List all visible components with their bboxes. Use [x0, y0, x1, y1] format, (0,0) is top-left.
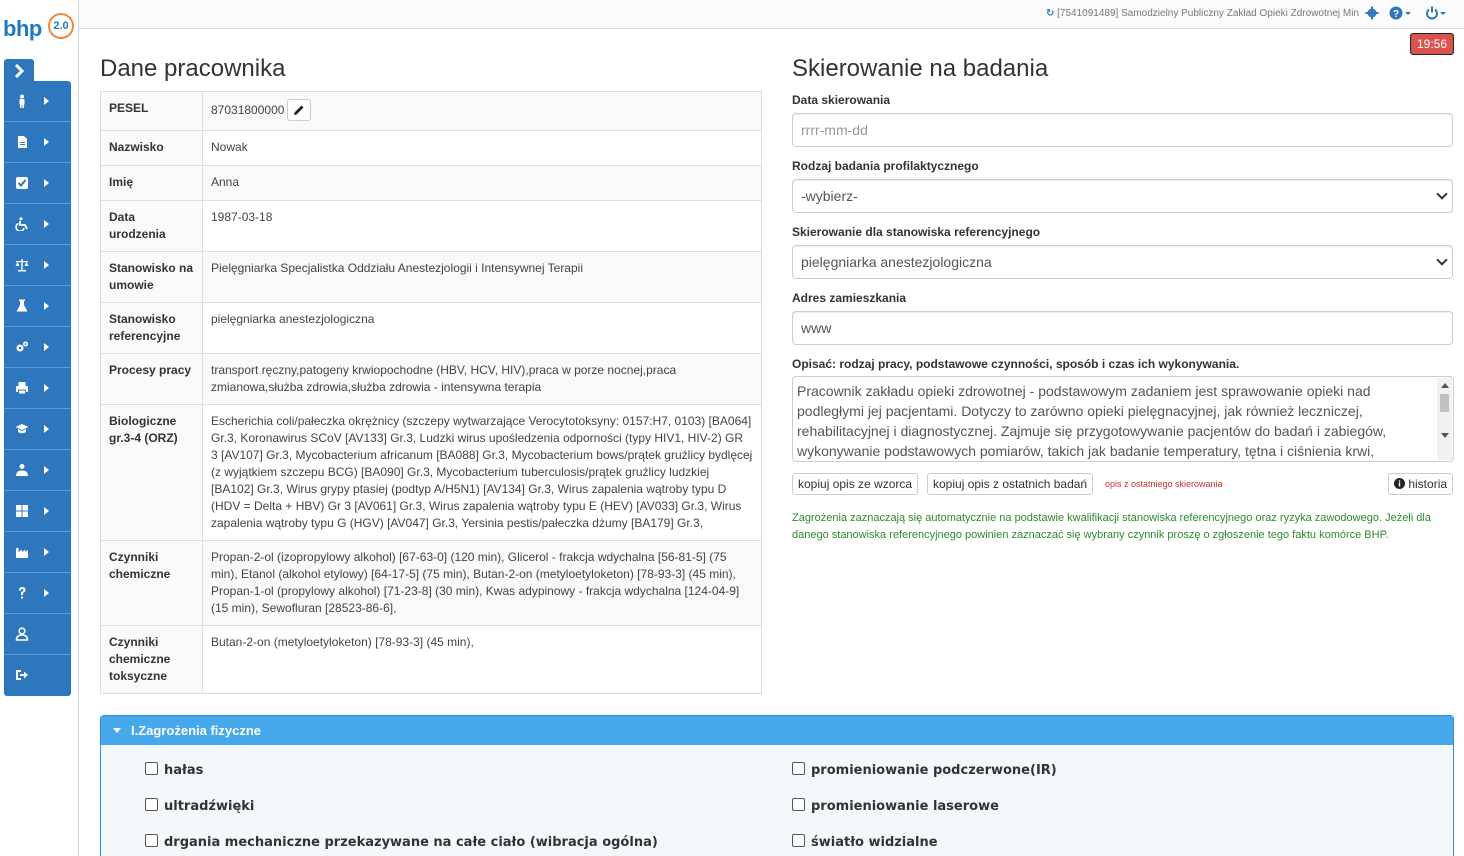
- hazard-label: promieniowanie laserowe: [811, 799, 999, 814]
- help-menu-icon[interactable]: [1389, 6, 1413, 22]
- hazard-label: promieniowanie podczerwone(IR): [811, 763, 1057, 778]
- checkbox-icon: [15, 176, 29, 190]
- exam-type-label: Rodzaj badania profilaktycznego: [792, 159, 979, 173]
- table-row: [101, 303, 762, 354]
- pesel-value: 87031800000: [211, 103, 285, 118]
- history-label: historia: [1408, 477, 1448, 491]
- referral-date-label: Data skierowania: [792, 93, 891, 107]
- row-value: Anna: [203, 166, 762, 201]
- row-label: Nazwisko: [101, 131, 203, 166]
- chevron-down-icon: [1436, 188, 1447, 199]
- refresh-icon: ↻: [1045, 8, 1055, 19]
- scroll-thumb[interactable]: [1440, 394, 1449, 412]
- submenu-arrow-icon: [44, 548, 49, 556]
- sign-out-icon: [15, 668, 29, 682]
- table-row: [101, 131, 762, 166]
- row-value: 1987-03-18: [203, 201, 762, 252]
- chevron-down-icon: [1436, 254, 1447, 265]
- document-icon: [15, 135, 29, 149]
- menu-item-tasks[interactable]: [4, 163, 71, 204]
- hazard-label: ultradźwięki: [164, 799, 255, 814]
- submenu-arrow-icon: [44, 507, 49, 515]
- row-label: Data urodzenia: [101, 201, 203, 252]
- session-timer: 19:56: [1410, 33, 1454, 55]
- row-label: Stanowisko referencyjne: [101, 303, 203, 354]
- hazard-checkbox-ultrasound[interactable]: [145, 798, 254, 814]
- flask-icon: [15, 299, 29, 313]
- submenu-arrow-icon: [44, 384, 49, 392]
- address-input[interactable]: www: [792, 311, 1453, 345]
- app-logo[interactable]: [3, 12, 75, 44]
- menu-item-employees[interactable]: [4, 81, 71, 122]
- referral-date-input[interactable]: rrrr-mm-dd: [792, 113, 1453, 147]
- submenu-arrow-icon: [44, 138, 49, 146]
- main-menu: [4, 81, 71, 696]
- table-row: [101, 405, 762, 541]
- chevron-right-icon: [12, 64, 26, 78]
- table-row: [101, 354, 762, 405]
- table-row: [101, 626, 762, 694]
- table-row: [101, 541, 762, 626]
- submenu-arrow-icon: [44, 261, 49, 269]
- table-row: [101, 252, 762, 303]
- organization-switcher[interactable]: [1046, 8, 1359, 19]
- hazard-checkbox-noise[interactable]: [145, 762, 203, 778]
- submenu-arrow-icon: [44, 97, 49, 105]
- menu-item-logout[interactable]: [4, 655, 71, 696]
- row-value: transport ręczny,patogeny krwiopochodne (HBV, HCV, HIV),praca w porze nocnej,praca zmianowa,służba zdrowia,służba zdrowia - intensywna terapia: [203, 354, 762, 405]
- physical-hazards-header[interactable]: [101, 716, 1453, 745]
- menu-item-settings[interactable]: [4, 327, 71, 368]
- submenu-arrow-icon: [44, 179, 49, 187]
- last-referral-hint[interactable]: opis z ostatniego skierowania: [1105, 479, 1223, 489]
- pencil-icon: [293, 104, 305, 116]
- row-value: Pielęgniarka Specjalistka Oddziału Anestezjologii i Intensywnej Terapii: [203, 252, 762, 303]
- exam-type-selected: -wybierz-: [801, 188, 858, 204]
- row-label: Czynniki chemiczne: [101, 541, 203, 626]
- scroll-up-icon: [1441, 383, 1449, 388]
- checkbox[interactable]: [145, 762, 158, 775]
- menu-item-law[interactable]: [4, 245, 71, 286]
- row-label: Czynniki chemiczne toksyczne: [101, 626, 203, 694]
- menu-item-print[interactable]: [4, 368, 71, 409]
- row-label: Stanowisko na umowie: [101, 252, 203, 303]
- work-description-textarea[interactable]: [792, 376, 1454, 462]
- row-value: [203, 92, 762, 131]
- checkbox[interactable]: [145, 834, 158, 847]
- submenu-arrow-icon: [44, 425, 49, 433]
- copy-last-exam-button[interactable]: kopiuj opis z ostatnich badań: [927, 473, 1093, 495]
- logo-text: bhp: [3, 16, 42, 41]
- cogs-icon: [15, 340, 29, 354]
- submenu-arrow-icon: [44, 302, 49, 310]
- reference-position-label: Skierowanie dla stanowiska referencyjnego: [792, 225, 1041, 239]
- row-label: Imię: [101, 166, 203, 201]
- hazard-label: światło widzialne: [811, 835, 938, 850]
- row-label: Biologiczne gr.3-4 (ORZ): [101, 405, 203, 541]
- hazard-label: hałas: [164, 763, 204, 778]
- power-menu-icon[interactable]: [1425, 6, 1449, 22]
- menu-item-modules[interactable]: [4, 491, 71, 532]
- hazard-label: drgania mechaniczne przekazywane na całe ciało (wibracja ogólna): [164, 835, 658, 850]
- hazard-checkbox-whole-body-vibration[interactable]: [145, 834, 658, 850]
- submenu-arrow-icon: [44, 589, 49, 597]
- checkbox[interactable]: [792, 762, 805, 775]
- factory-icon: [15, 545, 29, 559]
- settings-gear-icon[interactable]: [1365, 6, 1379, 22]
- submenu-arrow-icon: [44, 220, 49, 228]
- info-icon: [1394, 478, 1405, 489]
- menu-item-medical[interactable]: [4, 450, 71, 491]
- checkbox[interactable]: [792, 834, 805, 847]
- table-row: [101, 166, 762, 201]
- reference-position-select[interactable]: [792, 245, 1453, 279]
- svg-text:?: ?: [1392, 9, 1400, 20]
- hazard-checkbox-visible-light[interactable]: [792, 834, 938, 850]
- row-value: Nowak: [203, 131, 762, 166]
- physical-hazards-title: I.Zagrożenia fizyczne: [131, 723, 262, 738]
- user-icon: [15, 627, 29, 641]
- menu-item-help[interactable]: [4, 573, 71, 614]
- table-row: [101, 92, 762, 131]
- question-icon: [15, 586, 29, 600]
- employee-table: [100, 91, 762, 694]
- address-label: Adres zamieszkania: [792, 291, 907, 305]
- logo-version: 2.0: [48, 13, 74, 39]
- row-label: PESEL: [101, 92, 203, 131]
- scroll-down-icon: [1441, 433, 1449, 438]
- checkbox[interactable]: [145, 798, 158, 811]
- row-value: pielęgniarka anestezjologiczna: [203, 303, 762, 354]
- left-sidebar: [0, 0, 79, 856]
- textarea-scrollbar[interactable]: [1437, 378, 1452, 460]
- exam-type-select[interactable]: [792, 179, 1453, 213]
- reference-position-selected: pielęgniarka anestezjologiczna: [801, 254, 992, 270]
- referral-section-title: Skierowanie na badania: [792, 55, 1049, 82]
- caret-down-icon: [113, 728, 121, 733]
- history-button[interactable]: [1388, 473, 1453, 495]
- print-icon: [15, 381, 29, 395]
- work-description-text: Pracownik zakładu opieki zdrowotnej - podstawowym zadaniem jest sprawowanie opieki nad podległymi jej pacjentami. Dotyczy to zarówno opieki pielęgnacyjnej, jak również leczniczej, rehabilitacyjnej i diagnostycznej. Zajmuje się przygotowywanie pacjentów do badań i zabiegów, wykonywanie podstawowych pomiarów, takich jak badanie temperatury, tętna i ciśnienia krwi,: [797, 383, 1387, 459]
- person-icon: [15, 94, 29, 108]
- row-value: Butan-2-on (metyloetyloketon) [78-93-3] (45 min),: [203, 626, 762, 694]
- menu-item-training[interactable]: [4, 409, 71, 450]
- submenu-arrow-icon: [44, 343, 49, 351]
- menu-item-accessibility[interactable]: [4, 204, 71, 245]
- hazard-checkbox-laser[interactable]: [792, 798, 999, 814]
- table-row: [101, 201, 762, 252]
- grid-icon: [15, 504, 29, 518]
- scales-icon: [15, 258, 29, 272]
- menu-item-documents[interactable]: [4, 122, 71, 163]
- row-label: Procesy pracy: [101, 354, 203, 405]
- hazard-checkbox-infrared[interactable]: [792, 762, 1057, 778]
- user-check-icon: [15, 463, 29, 477]
- edit-pesel-button[interactable]: [287, 99, 311, 121]
- expand-menu-button[interactable]: [4, 59, 34, 83]
- organization-name: [7541091489] Samodzielny Publiczny Zakład Opieki Zdrowotnej Min: [1057, 8, 1359, 19]
- graduation-cap-icon: [15, 422, 29, 436]
- employee-section-title: Dane pracownika: [100, 55, 286, 82]
- copy-template-button[interactable]: kopiuj opis ze wzorca: [792, 473, 918, 495]
- top-bar: [79, 0, 1464, 29]
- hazards-info-text: Zagrożenia zaznaczają się automatycznie na podstawie kwalifikacji stanowiska referencyjnego oraz ryzyka zawodowego. Jeżeli dla danego stanowiska referencyjnego powinien zaznaczać się wybrany czynnik proszę o zgłoszenie tego faktu komórce BHP.: [792, 512, 1431, 541]
- work-description-label: Opisać: rodzaj pracy, podstawowe czynności, sposób i czas ich wykonywania.: [792, 357, 1240, 371]
- row-value: Propan-2-ol (izopropylowy alkohol) [67-63-0] (120 min), Glicerol - frakcja wdychalna [56-81-5] (75 min), Etanol (alkohol etylowy) [64-17-5] (75 min), Butan-2-on (metyloetyloketon) [78-93-3] (45 min), Propan-1-ol (propylowy alkohol) [71-23-8] (30 min), Kwas adypinowy - frakcja wdychalna [124-04-9] (15 min), Sewofluran [28523-86-6],: [203, 541, 762, 626]
- row-value: Escherichia coli/pałeczka okrężnicy (szczepy wytwarzające Verocytotoksyny: 0157:H7, 0103) [BA064] Gr.3, Koronawirus SCoV [AV133] Gr.3, Ludzki wirus upośledzenia odporności (typy HIV1, HIV-2) GR 3 [AV107] Gr.3, Mycobacterium africanum [BA088] Gr.3, Mycobacterium bows/prątek gruźlicy bydlęcej (z wyjątkiem szczepu BCG) [BA090] Gr.3, Mycobacterium tuberculosis/prątek gruźlicy ludzkiej [BA102] Gr.3, Wirus grypy ptasiej (podtyp A/H5N1) [AV134] Gr.3, Wirus zapalenia wątroby typu D (HDV = Delta + HBV) Gr 3 [AV061] Gr.3, Wirus zapalenia wątroby typu E (HEV) [AV033] Gr.3, Wirus zapalenia wątroby typu G (HGV) [AV047] Gr.3, Yersinia pestis/pałeczka dżumy [BA179] Gr.3,: [203, 405, 762, 541]
- submenu-arrow-icon: [44, 466, 49, 474]
- menu-item-account[interactable]: [4, 614, 71, 655]
- checkbox[interactable]: [792, 798, 805, 811]
- wheelchair-icon: [15, 217, 29, 231]
- menu-item-company[interactable]: [4, 532, 71, 573]
- menu-item-chemicals[interactable]: [4, 286, 71, 327]
